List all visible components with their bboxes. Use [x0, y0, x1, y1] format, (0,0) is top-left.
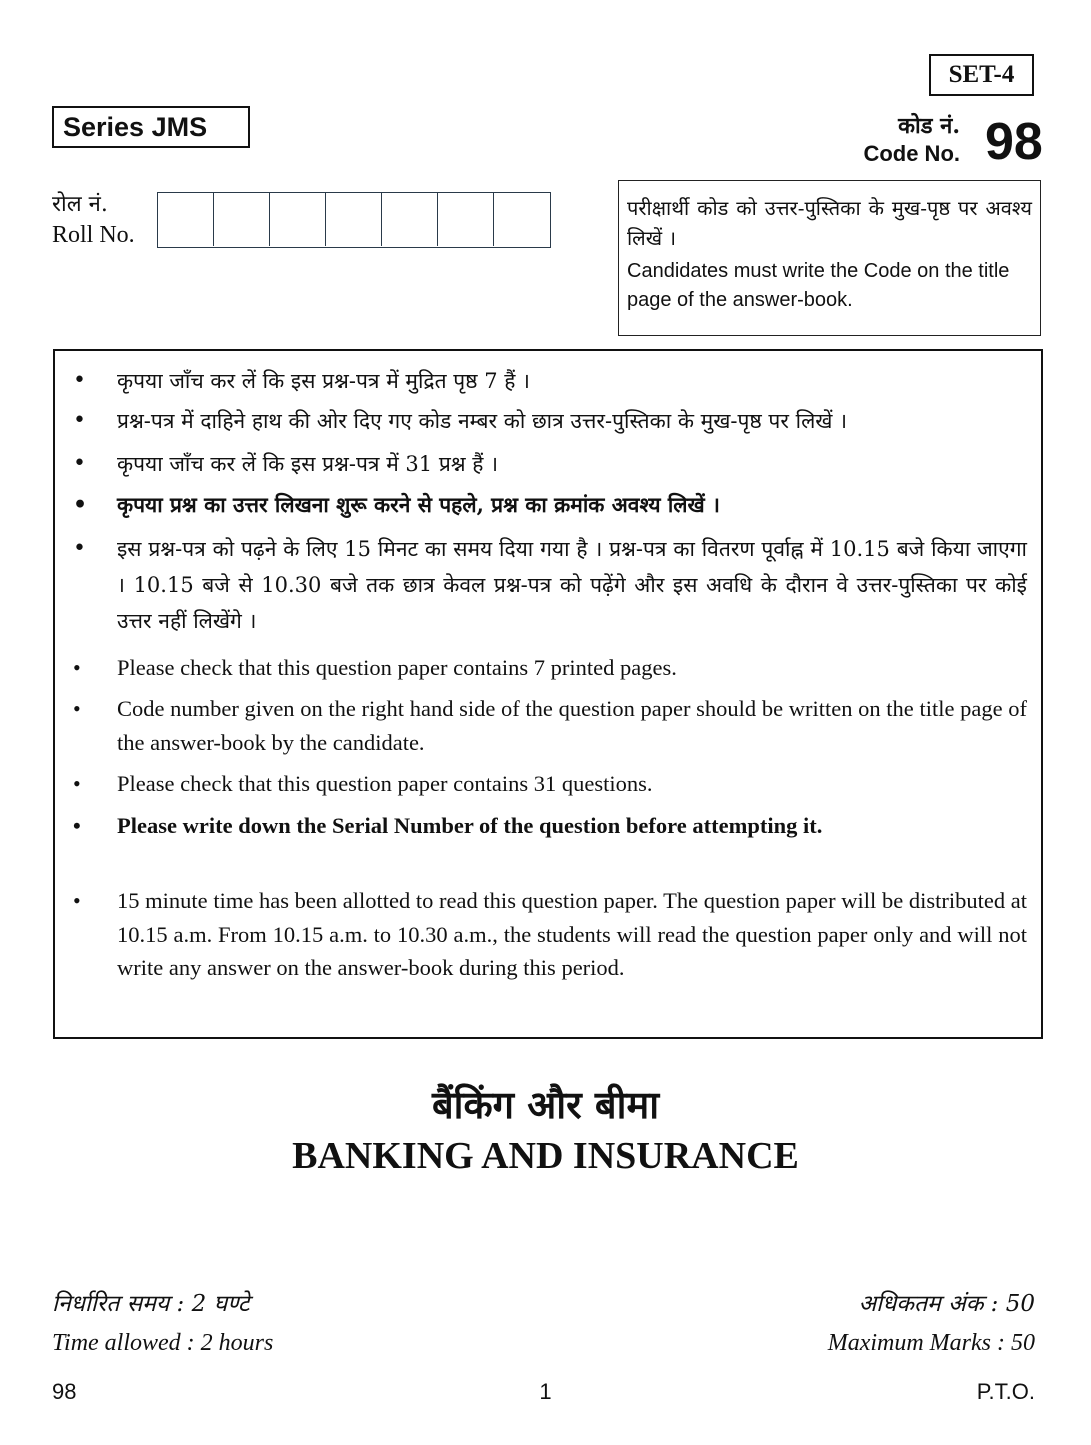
candidate-note-box [618, 180, 1041, 336]
roll-digit-box[interactable] [214, 193, 270, 246]
bullet-icon: • [73, 536, 86, 561]
footer-code: 98 [52, 1379, 77, 1404]
max-marks-hindi: अधिकतम अंक : 50 [858, 1291, 1035, 1317]
max-marks-english: Maximum Marks : 50 [827, 1330, 1035, 1356]
instruction-item: • कृपया प्रश्न का उत्तर लिखना शुरू करने से पहले, प्रश्न का क्रमांक अवश्य लिखें । [117, 487, 1027, 523]
instruction-item: • कृपया जाँच कर लें कि इस प्रश्न-पत्र में मुद्रित पृष्ठ 7 हैं । [117, 363, 1027, 399]
bullet-icon: • [73, 771, 81, 796]
instruction-item: • 15 minute time has been allotted to read this question paper. The question paper will be distributed at 10.15 a.m. From 10.15 a.m. to 10.30 a.m., the students will read the question paper only and will not write any answer on the answer-book during this period. [117, 884, 1027, 985]
bullet-icon: • [73, 408, 86, 433]
instruction-item: • Please write down the Serial Number of the question before attempting it. [117, 809, 1027, 843]
roll-digit-box[interactable] [326, 193, 382, 246]
set-label: SET-4 [929, 54, 1034, 96]
code-label-hindi: कोड नं. [898, 113, 960, 139]
subject-title-hindi: बैंकिंग और बीमा [431, 1082, 660, 1127]
bullet-icon: • [73, 492, 88, 518]
instruction-item: • कृपया जाँच कर लें कि इस प्रश्न-पत्र में 31 प्रश्न हैं । [117, 446, 1027, 482]
instruction-item: • इस प्रश्न-पत्र को पढ़ने के लिए 15 मिनट का समय दिया गया है । प्रश्न-पत्र का वितरण पूर्वाह्न में 10.15 बजे किया जाएगा । 10.15 बजे से 10.30 बजे तक छात्र केवल प्रश्न-पत्र को पढ़ेंगे और इस अवधि के दौरान वे उत्तर-पुस्तिका पर कोई उत्तर नहीं लिखेंगे । [117, 531, 1027, 639]
series-label: Series JMS [52, 106, 250, 148]
pto-label: P.T.O. [976, 1379, 1035, 1404]
bullet-icon: • [73, 368, 86, 393]
roll-digit-box[interactable] [382, 193, 438, 246]
roll-label-hindi: रोल नं. [52, 192, 108, 217]
roll-number-boxes[interactable] [157, 192, 551, 248]
instruction-item: • Code number given on the right hand side of the question paper should be written on the title page of the answer-book by the candidate. [117, 692, 1027, 759]
page-number: 1 [539, 1379, 552, 1404]
bullet-icon: • [73, 696, 81, 721]
bullet-icon: • [73, 451, 86, 476]
roll-digit-box[interactable] [158, 193, 214, 246]
roll-digit-box[interactable] [438, 193, 494, 246]
candidate-note-english: Candidates must write the Code on the title page of the answer-book. [627, 260, 1010, 311]
candidate-note-hindi: परीक्षार्थी कोड को उत्तर-पुस्तिका के मुख-पृष्ठ पर अवश्य लिखें । [627, 196, 1032, 250]
instruction-item: • Please check that this question paper contains 7 printed pages. [117, 651, 1027, 685]
bullet-icon: • [73, 813, 81, 838]
bullet-icon: • [73, 888, 81, 913]
roll-digit-box[interactable] [494, 193, 550, 246]
time-allowed-hindi: निर्धारित समय : 2 घण्टे [52, 1291, 250, 1317]
time-allowed-english: Time allowed : 2 hours [52, 1330, 274, 1356]
instructions-box [53, 349, 1043, 1039]
code-label-english: Code No. [863, 141, 960, 166]
bullet-icon: • [73, 655, 81, 680]
roll-label-english: Roll No. [52, 222, 135, 248]
subject-title-english: BANKING AND INSURANCE [292, 1135, 799, 1177]
code-number: 98 [985, 113, 1043, 171]
roll-digit-box[interactable] [270, 193, 326, 246]
instruction-item: • Please check that this question paper contains 31 questions. [117, 767, 1027, 801]
instruction-item: • प्रश्न-पत्र में दाहिने हाथ की ओर दिए गए कोड नम्बर को छात्र उत्तर-पुस्तिका के मुख-पृष्ठ पर लिखें । [117, 403, 1027, 439]
